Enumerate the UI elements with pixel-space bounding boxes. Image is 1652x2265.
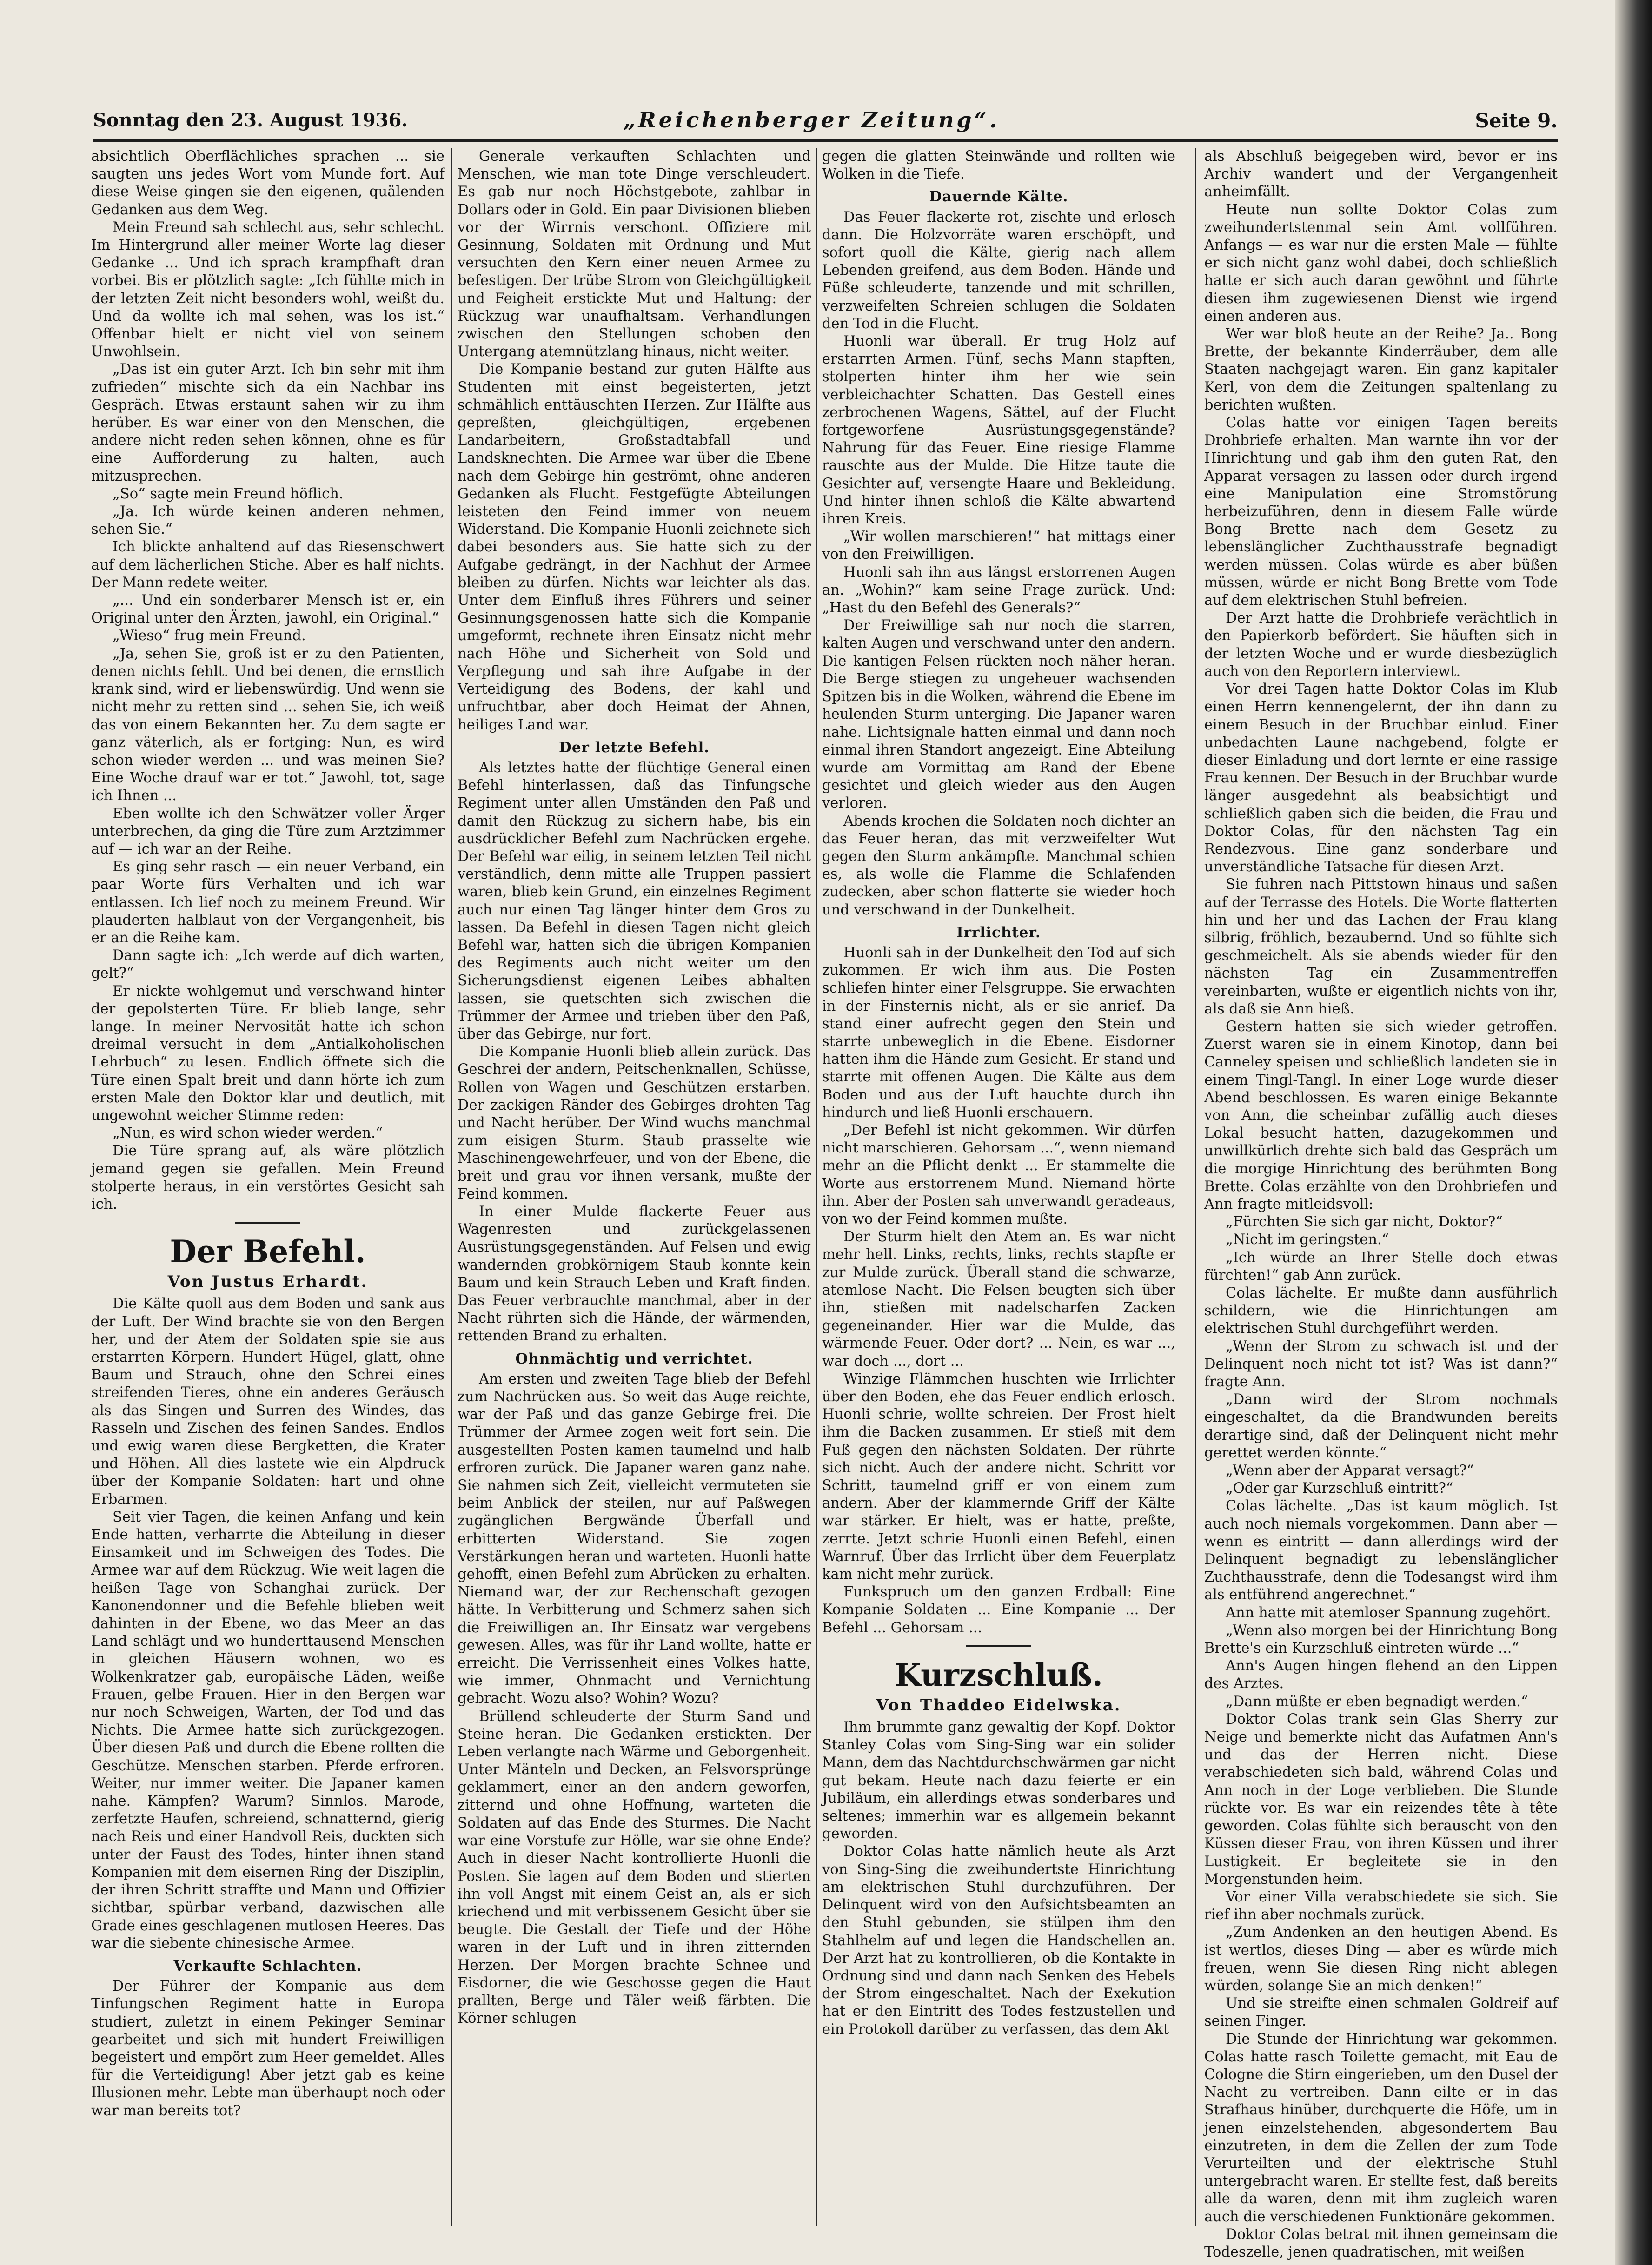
- paragraph: Ann hatte mit atemloser Spannung zugehört.: [1226, 1604, 1551, 1621]
- paper-name: „Reichenberger Zeitung“.: [623, 107, 1000, 132]
- paragraph: „Wir wollen marschieren!“ hat mittags einer von den Freiwilligen.: [822, 529, 1175, 563]
- article-byline: Von Thaddeo Eidelwska.: [876, 1695, 1121, 1715]
- paragraph: Generale verkauften Schlachten und Menschen, wie man tote Dinge verschleudert. Es gab nur noch Höchstgebote, zahlbar in Dollars oder in Gold. Ein paar Divisionen blieben vor der Wirrnis verschont. Offiziere mit Gesinnung, Soldaten mit Ordnung und Mut versuchten den Kern einer neuen Armee zu befestigen. Der trübe Strom von Gleichgültigkeit und Feigheit erstickte Mut und Haltung: der Rückzug war unaufhaltsam. Verhandlungen zwischen den Stellungen schoben den Untergang atemnützlang hinaus, nicht weiter.: [458, 148, 811, 360]
- paragraph: Eben wollte ich den Schwätzer voller Ärger unterbrechen, da ging die Türe zum Arztzimmer auf — ich war an der Reihe.: [91, 805, 445, 857]
- paragraph: Der Arzt hatte die Drohbriefe verächtlich in den Papierkorb befördert. Sie häuften sich in der letzten Woche und er wurde diesbezüglich auch von den Reportern interviewt.: [1204, 610, 1558, 680]
- paragraph: „Das ist ein guter Arzt. Ich bin sehr mit ihm zufrieden“ mischte sich da ein Nachbar ins Gespräch. Etwas erstaunt sahen wir zu ihm herüber. Es war einer von den Menschen, die andere nicht reden sehen können, ohne es für eine Aufforderung zu halten, auch mitzusprechen.: [91, 361, 445, 484]
- column-1: [91, 148, 445, 2226]
- paragraph: Abends krochen die Soldaten noch dichter an das Feuer heran, das mit verzweifelter Wut gegen den Sturm ankämpfte. Manchmal schien es, als wolle die Flamme die Schlafenden zudecken, aber schon flatterte sie wieder hoch und verschwand in der Dunkelheit.: [822, 813, 1175, 918]
- paragraph: Ich blickte anhaltend auf das Riesenschwert auf dem lächerlichen Stiche. Aber es half nichts. Der Mann redete weiter.: [91, 539, 445, 591]
- paragraph: „Oder gar Kurzschluß eintritt?“: [1226, 1480, 1453, 1497]
- paragraph: Heute nun sollte Doktor Colas zum zweihundertstenmal sein Amt vollführen. Anfangs — es war nur die ersten Male — fühlte er sich nicht ganz wohl dabei, doch schließlich hatte er sich auch daran gewöhnt und führte diesen ihm zugewiesenen Dienst wie irgend einen anderen aus.: [1204, 201, 1558, 325]
- column-divider: [1195, 148, 1196, 2226]
- paragraph: Huonli sah in der Dunkelheit den Tod auf sich zukommen. Er wich ihm aus. Die Posten schliefen hinter einer Felsgruppe. Sie erwachten in der Finsternis nicht, als er sie anrief. Da stand einer aufrecht gegen den Stein und starrte unbeweglich in die Ebene. Eisdorner hatten ihm die Hände zum Gesicht. Er stand und starrte mit offenen Augen. Die Kälte aus dem Boden und aus der Luft hauchte durch ihn hindurch und ließ Huonli erschauern.: [822, 944, 1175, 1121]
- paragraph: Funkspruch um den ganzen Erdball: Eine Kompanie Soldaten ... Eine Kompanie ... Der Befehl ... Gehorsam ...: [822, 1584, 1175, 1636]
- section-heading: Ohnmächtig und verrichtet.: [515, 1350, 753, 1367]
- section-rule: [966, 1645, 1031, 1647]
- issue-date: Sonntag den 23. August 1936.: [93, 109, 408, 131]
- paragraph: absichtlich Oberflächliches sprachen ... sie saugten uns jedes Wort vom Munde fort. Auf diese Weise gingen sie den eigenen, quälenden Gedanken aus dem Weg.: [91, 148, 445, 218]
- paragraph: „Wenn der Strom zu schwach ist und der Delinquent noch nicht tot ist? Was ist dann?“ fragte Ann.: [1204, 1338, 1558, 1391]
- page-edge-shadow: [1615, 0, 1652, 2265]
- column-divider: [816, 148, 817, 2226]
- paragraph: Vor drei Tagen hatte Doktor Colas im Klub einen Herrn kennengelernt, der ihn dann zu einem Besuch in der Bruchbar einlud. Einer unbedachten Laune nachgebend, folgte er dieser Einladung und dort lernte er eine rassige Frau kennen. Der Besuch in der Bruchbar wurde länger ausgedehnt als beabsichtigt und schließlich gaben sich die beiden, die Frau und Doktor Colas, für den nächsten Tag ein Rendezvous. Eine ganz sonderbare und unverständliche Tatsache für diesen Arzt.: [1204, 681, 1558, 875]
- section-heading: Dauernde Kälte.: [929, 188, 1068, 205]
- paragraph: Colas lächelte. „Das ist kaum möglich. Ist auch noch niemals vorgekommen. Dann aber — wenn es eintritt — dann allerdings wird der Delinquent begnadigt zu lebenslänglicher Zuchthausstrafe, denn die Todesangst wird ihm als entführend angerechnet.“: [1204, 1498, 1558, 1603]
- paragraph: Der Freiwillige sah nur noch die starren, kalten Augen und verschwand unter den andern. Die kantigen Felsen rückten noch näher heran. Die Berge stiegen zu ungeheuer wachsenden Spitzen bis in die Wolken, während die Ebene im heulenden Sturm unterging. Die Japaner waren nahe. Lichtsignale hatten einmal und dann noch einmal ihren Standort angezeigt. Eine Abteilung wurde am Vormittag am Rand der Ebene gesichtet und gleich wieder aus den Augen verloren.: [822, 617, 1175, 812]
- section-heading: Verkaufte Schlachten.: [173, 1957, 362, 1974]
- paragraph: „Dann müßte er eben begnadigt werden.“: [1226, 1693, 1528, 1710]
- paragraph: „... Und ein sonderbarer Mensch ist er, ein Original unter den Ärzten, jawohl, ein Original.“: [91, 592, 445, 627]
- column-2: [458, 148, 811, 2226]
- paragraph: „Nicht im geringsten.“: [1226, 1232, 1389, 1248]
- paragraph: Doktor Colas trank sein Glas Sherry zur Neige und bemerkte nicht das Aufatmen Ann's und das der Herren nicht. Diese verabschiedeten sich bald, während Colas und Ann noch in der Loge verblieben. Die Stunde rückte vor. Es war ein reizendes tête à tête geworden. Colas fühlte sich berauscht von den Küssen dieser Frau, von ihren Küssen und ihrer Lustigkeit. Er begleitete sie in den Morgenstunden heim.: [1204, 1711, 1558, 1888]
- paragraph: Er nickte wohlgemut und verschwand hinter der gepolsterten Türe. Er blieb lange, sehr lange. In meiner Nervosität hatte ich schon dreimal versucht in dem „Antialkoholischen Lehrbuch“ zu lesen. Endlich öffnete sich die Türe einen Spalt breit und dann hörte ich zum ersten Male den Doktor klar und deutlich, mit ungewohnt weicher Stimme reden:: [91, 983, 445, 1124]
- paragraph: Doktor Colas betrat mit ihnen gemeinsam die Todeszelle, jenen quadratischen, mit weißen: [1204, 2226, 1558, 2260]
- paragraph: Die Türe sprang auf, als wäre plötzlich jemand gegen sie gefallen. Mein Freund stolperte heraus, in ein verstörtes Gesicht sah ich.: [91, 1143, 445, 1212]
- paragraph: Wer war bloß heute an der Reihe? Ja.. Bong Brette, der bekannte Kinderräuber, dem alle Staaten nachgejagt waren. Ein ganz kapitaler Kerl, von dem die Zeitungen spaltenlang zu berichten wußten.: [1204, 326, 1558, 413]
- paragraph: Der Sturm hielt den Atem an. Es war nicht mehr hell. Links, rechts, links, rechts stapfte er zur Mulde zurück. Überall stand die schwarze, atemlose Nacht. Die Felsen beugten sich über ihn, stießen mit nadelscharfen Zacken gegeneinander. Hier war die Mulde, das wärmende Feuer. Oder dort? ... Nein, es war ..., war doch ..., dort ...: [822, 1229, 1175, 1370]
- paragraph: „Nun, es wird schon wieder werden.“: [113, 1125, 383, 1142]
- paragraph: „Ja. Ich würde keinen anderen nehmen, sehen Sie.“: [91, 503, 445, 538]
- section-rule: [235, 1222, 300, 1224]
- paragraph: „Dann wird der Strom nochmals eingeschaltet, da die Brandwunden bereits derartige sind, daß der Delinquent nicht mehr gerettet werden könnte.“: [1204, 1391, 1558, 1461]
- paragraph: „So“ sagte mein Freund höflich.: [113, 485, 344, 502]
- paragraph: „Ja, sehen Sie, groß ist er zu den Patienten, denen nichts fehlt. Und bei denen, die ernstlich krank sind, wird er liebenswürdig. Und wenn sie nicht mehr zu retten sind ... sehen Sie, ich weiß das von einem Bekannten her. Zu dem sagte er ganz väterlich, als er fortging: Nun, es wird schon wieder werden ... und was meinen Sie? Eine Woche drauf war er tot.“ Jawohl, tot, sage ich Ihnen ...: [91, 645, 445, 804]
- paragraph: Huonli war überall. Er trug Holz auf erstarrten Armen. Fünf, sechs Mann stapften, stolperten hinter ihm her wie sein verbleichachter Schatten. Das Gestell eines zerbrochenen Wagens, Sättel, auf der Flucht fortgeworfene Ausrüstungsgegenstände? Nahrung für das Feuer. Eine riesige Flamme rauschte aus der Mulde. Die Hitze taute die Gesichter auf, versengte Haare und Bekleidung. Und hinter ihnen schloß die Kälte abwartend ihren Kreis.: [822, 333, 1175, 528]
- paragraph: als Abschluß beigegeben wird, bevor er ins Archiv wandert und der Vergangenheit anheimfällt.: [1204, 148, 1558, 200]
- paragraph: In einer Mulde flackerte Feuer aus Wagenresten und zurückgelassenen Ausrüstungsgegenständen. Auf Felsen und ewig wandernden grobkörnigem Staub konnte kein Baum und kein Strauch Leben und Kraft finden. Das Feuer verbrauchte manchmal, aber in der Nacht rührten sich die Hände, der wärmenden, rettenden Brand zu erhalten.: [458, 1203, 811, 1344]
- paragraph: Colas hatte vor einigen Tagen bereits Drohbriefe erhalten. Man warnte ihn vor der Hinrichtung und gab ihm den guten Rat, den Apparat versagen zu lassen oder durch irgend eine Manipulation eine Stromstörung herbeizuführen, denn in diesem Falle würde Bong Brette nach dem Gesetz zu lebenslänglicher Zuchthausstrafe begnadigt werden müssen. Colas würde es aber büßen müssen, würde er nicht Bong Brette vom Tode auf dem elektrischen Stuhl befreien.: [1204, 415, 1558, 609]
- paragraph: Ihm brummte ganz gewaltig der Kopf. Doktor Stanley Colas vom Sing-Sing war ein solider Mann, dem das Nachtdurchschwärmen gar nicht gut bekam. Heute nach dazu feierte er ein Jubiläum, ein allerdings etwas sonderbares und seltenes; immerhin war es allgemein bekannt geworden.: [822, 1719, 1175, 1842]
- column-3: [822, 148, 1175, 2226]
- paragraph: Es ging sehr rasch — ein neuer Verband, ein paar Worte fürs Verhalten und ich war entlassen. Ich lief noch zu meinem Freund. Wir plauderten halblaut von der Vergangenheit, bis er an die Reihe kam.: [91, 859, 445, 946]
- paragraph: Das Feuer flackerte rot, zischte und erlosch dann. Die Holzvorräte waren erschöpft, und sofort quoll die Kälte, gierig nach allem Lebenden greifend, aus dem Boden. Hände und Füße schleuderte, tanzende und mit schrillen, verzweifelten Schreien schlugen die Soldaten den Tod in die Flucht.: [822, 209, 1175, 332]
- article-title: Der Befehl.: [170, 1233, 366, 1270]
- paragraph: „Zum Andenken an den heutigen Abend. Es ist wertlos, dieses Ding — aber es würde mich freuen, wenn Sie diesen Ring nicht ablegen würden, solange Sie an mich denken!“: [1204, 1924, 1558, 1994]
- paragraph: Huonli sah ihn aus längst erstorrenen Augen an. „Wohin?“ kam seine Frage zurück. Und: „Hast du den Befehl des Generals?“: [822, 564, 1175, 616]
- paragraph: Gestern hatten sie sich wieder getroffen. Zuerst waren sie in einem Kinotop, dann bei Canneley speisen und schließlich landeten sie in einem Tingl-Tangl. In einer Loge wurde dieser Abend beschlossen. Es waren einige Bekannte von Ann, die scheinbar zufällig auch dieses Lokal besucht hatten, dazugekommen und unwillkürlich drehte sich bald das Gespräch um die morgige Hinrichtung des berühmten Bong Brette. Colas erzählte von den Drohbriefen und Ann fragte mitleidsvoll:: [1204, 1018, 1558, 1212]
- paragraph: Winzige Flämmchen huschten wie Irrlichter über den Boden, ehe das Feuer endlich erlosch. Huonli schrie, wollte schreien. Der Frost hielt ihm die Backen zusammen. Er stieß mit dem Fuß gegen den nächsten Soldaten. Der rührte sich nicht. Auch der andere nicht. Schritt vor Schritt, taumelnd griff er von einem zum andern. Aber der klammernde Griff der Kälte war stärker. Er hielt, was er hatte, preßte, zerrte. Jetzt schrie Huonli einen Befehl, einen Warnruf. Über das Irrlicht über dem Feuerplatz kam nicht mehr zurück.: [822, 1371, 1175, 1583]
- article-byline: Von Justus Erhardt.: [167, 1272, 368, 1291]
- masthead: [93, 109, 1558, 137]
- paragraph: „Ich würde an Ihrer Stelle doch etwas fürchten!“ gab Ann zurück.: [1204, 1249, 1558, 1284]
- paragraph: „Der Befehl ist nicht gekommen. Wir dürfen nicht marschieren. Gehorsam ...“, wenn niemand mehr an die Pflicht denkt ... Er stammelte die Worte aus erstorrenem Mund. Niemand hörte ihn. Aber der Posten sah unverwandt geradeaus, von wo der Feind kommen mußte.: [822, 1122, 1175, 1227]
- column-divider: [451, 148, 452, 2226]
- paragraph: Die Kompanie Huonli blieb allein zurück. Das Geschrei der andern, Peitschenknallen, Schüsse, Rollen von Wagen und Geschützen erstarben. Der zackigen Ränder des Gebirges drohten Tag und Nacht herüber. Der Wind wuchs manchmal zum eisigen Sturm. Staub prasselte wie Maschinengewehrfeuer, und von der Ebene, die breit und grau vor ihnen versank, mußte der Feind kommen.: [458, 1044, 811, 1202]
- column-4: [1204, 148, 1558, 2260]
- paragraph: Die Kälte quoll aus dem Boden und sank aus der Luft. Der Wind brachte sie von den Bergen her, und der Atem der Soldaten spie sie aus erstarrten Körpern. Hundert Hügel, glatt, ohne Baum und Strauch, ohne den Schrei eines streifenden Tieres, ohne ein anderes Geräusch als das Singen und Surren des Windes, das Rasseln und Zischen des feinen Sandes. Endlos und ewig waren diese Bergketten, die Krater und Höhen. All dies lastete wie ein Alpdruck über der Kompanie Soldaten: hart und ohne Erbarmen.: [91, 1296, 445, 1508]
- section-heading: Der letzte Befehl.: [558, 739, 710, 756]
- page-number: Seite 9.: [1475, 109, 1558, 132]
- paragraph: „Wieso“ frug mein Freund.: [113, 628, 306, 644]
- paragraph: „Fürchten Sie sich gar nicht, Doktor?“: [1226, 1214, 1503, 1231]
- paragraph: Ann's Augen hingen flehend an den Lippen des Arztes.: [1204, 1658, 1558, 1692]
- paragraph: Doktor Colas hatte nämlich heute als Arzt von Sing-Sing die zweihundertste Hinrichtung am elektrischen Stuhl durchzuführen. Der Delinquent wird von den Aufsichtsbeamten an den Stuhl gebunden, sie stülpen ihm den Stahlhelm auf und legen die Handschellen an. Der Arzt hat zu kontrollieren, ob die Kontakte in Ordnung sind und dann nach Senken des Hebels der Strom eingeschaltet. Nach der Exekution hat er den Eintritt des Todes festzustellen und ein Protokoll darüber zu verfassen, das dem Akt: [822, 1843, 1175, 2038]
- paragraph: Dann sagte ich: „Ich werde auf dich warten, gelt?“: [91, 947, 445, 982]
- header-rule: [93, 139, 1558, 142]
- paragraph: Die Kompanie bestand zur guten Hälfte aus Studenten mit einst begeisterten, jetzt schmählich enttäuschten Herzen. Zur Hälfte aus gepreßten, gleichgültigen, ergebenen Landarbeitern, Großstadtabfall und Landsknechten. Die Armee war über die Ebene nach dem Gebirge hin geströmt, ohne anderen Gedanken als Flucht. Festgefügte Abteilungen leisteten den Feind immer von neuem Widerstand. Die Kompanie Huonli zeichnete sich dabei besonders aus. Sie hatte sich zu der Aufgabe gedrängt, in der Nachhut der Armee bleiben zu dürfen. Nichts war leichter als das. Unter dem Einfluß ihres Führers und seiner Gesinnungsgenossen hatte sich die Kompanie umgeformt, rechnete ihren Einsatz nicht mehr nach Höhe und Sicherheit von Sold und Verpflegung und sah ihre Aufgabe in der Verteidigung des Bodens, der kahl und unfruchtbar, aber doch Heimat der Ahnen, heiliges Land war.: [458, 361, 811, 733]
- paragraph: Als letztes hatte der flüchtige General einen Befehl hinterlassen, daß das Tinfungsche Regiment unter allen Umständen den Paß und damit den Rückzug zu sichern habe, bis ein ausdrücklicher Befehl zum Nachrücken ergehe. Der Befehl war eilig, in seinem letzten Teil nicht verständlich, denn mitte alle Truppen passiert waren, blieb kein Grund, ein einzelnes Regiment auch nur einen Tag länger hinter dem Gros zu lassen. Da Befehl in diesen Tagen nicht gleich Befehl war, hatten sich die übrigen Kompanien des Regiments auch nicht weiter um den Sicherungsdienst eigenen Leibes abhalten lassen, sie quetschten sich zwischen die Trümmer der Armee und trieben über den Paß, über das Gebirge, nur fort.: [458, 759, 811, 1042]
- paragraph: Seit vier Tagen, die keinen Anfang und kein Ende hatten, verharrte die Abteilung in dieser Einsamkeit und im Schweigen des Todes. Die Armee war auf dem Rückzug. Wie weit lagen die heißen Tage von Schanghai zurück. Der Kanonendonner und die Befehle blieben weit dahinten in der Ebene, wo das Meer an das Land schlägt und wo hunderttausend Menschen in gleichen Häusern wohnen, wo es Wolkenkratzer gab, europäische Läden, weiße Frauen, gelbe Frauen. Hier in den Bergen war nur noch Schweigen, Warten, der Tod und das Nichts. Die Armee hatte sich zurückgezogen. Über diesen Paß und durch die Ebene rollten die Geschütze. Menschen starben. Pferde erfroren. Weiter, nur immer weiter. Die Japaner kamen nahe. Kämpfen? Warum? Sinnlos. Marode, zerfetzte Haufen, schreiend, schnatternd, gierig nach Reis und einer Handvoll Reis, duckten sich unter der Faust des Todes, hinter ihnen stand Kompanien mit dem eisernen Ring der Disziplin, der ihren Schritt straffte und Mann und Offizier sichtbar, spürbar verband, dazwischen alle Grade eines geschlagenen mutlosen Heeres. Das war die siebente chinesische Armee.: [91, 1509, 445, 1952]
- paragraph: Die Stunde der Hinrichtung war gekommen. Colas hatte rasch Toilette gemacht, mit Eau de Cologne die Stirn eingerieben, um den Dusel der Nacht zu vertreiben. Dann eilte er in das Strafhaus hinüber, durchquerte die Höfe, um in jenen einzelstehenden, abgesondertem Bau einzutreten, in dem die Zellen der zum Tode Verurteilten und der elektrische Stuhl untergebracht waren. Er stellte fest, daß bereits alle da waren, denn mit ihm zugleich waren auch die verschiedenen Funktionäre gekommen.: [1204, 2031, 1558, 2225]
- paragraph: gegen die glatten Steinwände und rollten wie Wolken in die Tiefe.: [822, 148, 1175, 183]
- article-title: Kurzschluß.: [895, 1656, 1103, 1693]
- paragraph: Vor einer Villa verabschiedete sie sich. Sie rief ihn aber nochmals zurück.: [1204, 1888, 1558, 1923]
- section-heading: Irrlichter.: [956, 924, 1041, 941]
- paragraph: Mein Freund sah schlecht aus, sehr schlecht. Im Hintergrund aller meiner Worte lag dieser Gedanke ... Und ich sprach krampfhaft dran vorbei. Bis er plötzlich sagte: „Ich fühlte mich in der letzten Zeit nicht besonders wohl, weißt du. Und da wollte ich mal sehen, was los ist.“ Offenbar hielt er nicht viel von seinem Unwohlsein.: [91, 219, 445, 360]
- paragraph: Sie fuhren nach Pittstown hinaus und saßen auf der Terrasse des Hotels. Die Worte flatterten hin und her und das Lachen der Frau klang silbrig, fröhlich, bezaubernd. Und so fühlte sich geschmeichelt. Als sie abends wieder für den nächsten Tag ein Zusammentreffen vereinbarten, wußte er eigentlich nichts von ihr, als daß sie Ann hieß.: [1204, 876, 1558, 1017]
- paragraph: Und sie streifte einen schmalen Goldreif auf seinen Finger.: [1204, 1995, 1558, 2030]
- paragraph: Brüllend schleuderte der Sturm Sand und Steine heran. Die Gedanken erstickten. Der Leben verlangte nach Wärme und Geborgenheit. Unter Mänteln und Decken, an Felsvorsprünge geklammert, einer an den andern geworfen, zitternd und ohne Hoffnung, warteten die Soldaten auf das Ende des Sturmes. Die Nacht war eine Vorstufe zur Hölle, war sie ohne Ende? Auch in dieser Nacht kontrollierte Huonli die Posten. Sie lagen auf dem Boden und stierten ihn voll Angst mit einem Geist an, als er sich kriechend und mit verbissenem Gesicht über sie beugte. Die Gestalt der Tiefe und der Höhe waren in der Luft und in ihren zitternden Herzen. Der Morgen brachte Schnee und Eisdorner, die wie Geschosse gegen die Haut prallten, Berge und Täler weiß färbten. Die Körner schlugen: [458, 1708, 811, 2027]
- paragraph: Colas lächelte. Er mußte dann ausführlich schildern, wie die Hinrichtungen am elektrischen Stuhl durchgeführt werden.: [1204, 1285, 1558, 1337]
- paragraph: Der Führer der Kompanie aus dem Tinfungschen Regiment hatte in Europa studiert, zuletzt in einem Pekinger Seminar gearbeitet und sich mit hundert Freiwilligen begeistert und empört zum Heer gemeldet. Alles für die Verteidigung! Aber jetzt gab es keine Illusionen mehr. Lebte man überhaupt noch oder war man bereits tot?: [91, 1978, 445, 2119]
- paragraph: Am ersten und zweiten Tage blieb der Befehl zum Nachrücken aus. So weit das Auge reichte, war der Paß und das ganze Gebirge frei. Die Trümmer der Armee zogen weit fort sein. Die ausgestellten Posten kamen taumelnd und halb erfroren zurück. Die Japaner waren ganz nahe. Sie nahmen sich Zeit, vielleicht vermuteten sie beim Anblick der steilen, nur auf Paßwegen zugänglichen Bergwände Überfall und erbitterten Widerstand. Sie zogen Verstärkungen heran und warteten. Huonli hatte gehofft, einen Befehl zum Abrücken zu erhalten. Niemand war, der zur Rechenschaft gezogen hätte. In Verbitterung und Schmerz sahen sich die Freiwilligen an. Ihr Einsatz war vergebens gewesen. Alles, was für ihr Land wollte, hatte er erreicht. Die Verrissenheit eines Volkes hatte, wie immer, Ohnmacht und Vernichtung gebracht. Wozu also? Wohin? Wozu?: [458, 1371, 811, 1707]
- paragraph: „Wenn aber der Apparat versagt?“: [1226, 1463, 1474, 1479]
- paragraph: „Wenn also morgen bei der Hinrichtung Bong Brette's ein Kurzschluß eintreten würde ...“: [1204, 1622, 1558, 1657]
